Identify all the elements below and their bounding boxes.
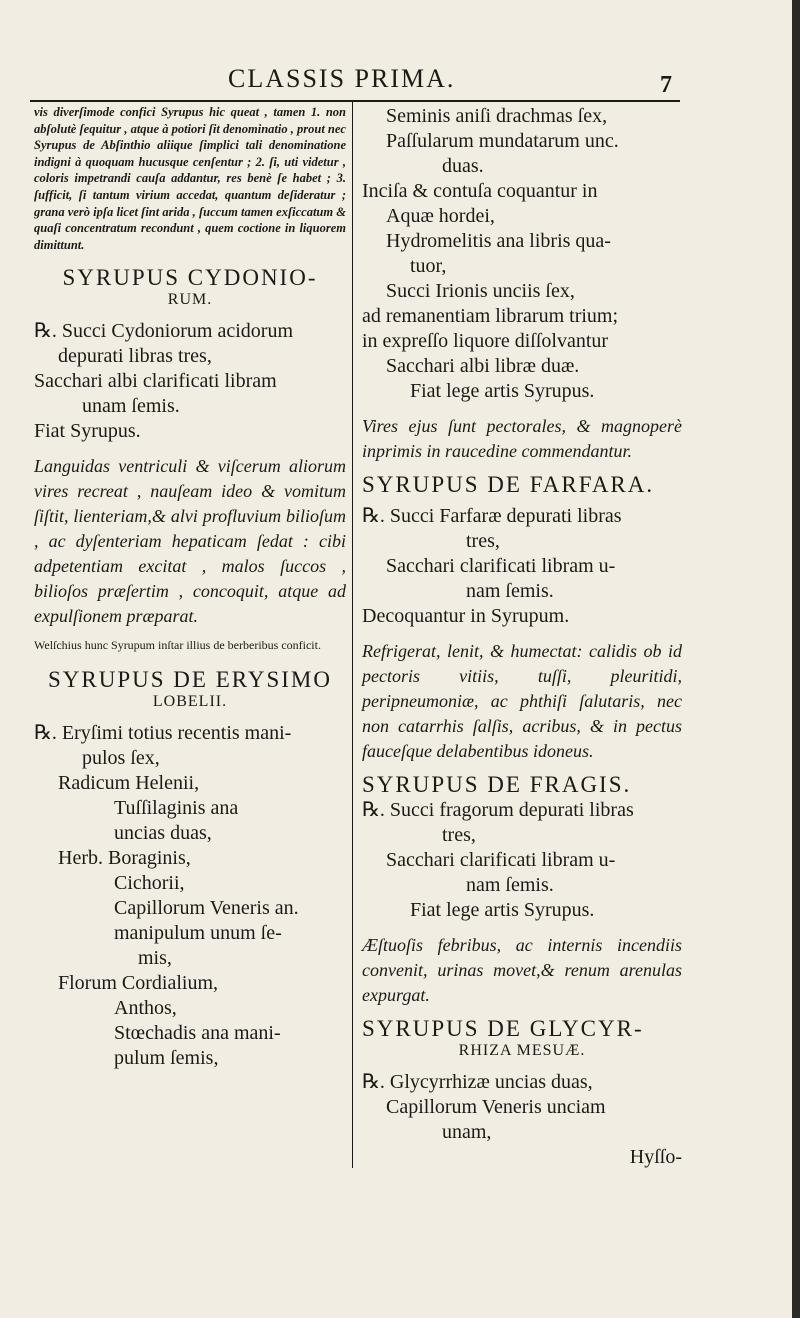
recipe-line: nam ſemis.: [466, 580, 554, 602]
recipe-line: Stœchadis ana mani-: [114, 1022, 281, 1045]
virtues-paragraph: Refrigerat, lenit, & humectat: calidis ob id pectoris vitiis, tuſſi, pleuritidi, peripneumoniæ, ac phthiſi ſalutaris, nec non catarrhis ſalſis, acribus, & in pectus fauceſque delabentibus idoneus.: [362, 641, 682, 761]
recipe-line: Sacchari albi clarificati libram: [34, 370, 277, 393]
header-rule: [30, 100, 680, 102]
recipe-line: depurati libras tres,: [58, 345, 212, 368]
recipe-line: ℞. Succi fragorum depurati libras: [362, 799, 634, 821]
recipe-line: duas.: [442, 155, 484, 177]
recipe-line: pulum ſemis,: [114, 1047, 219, 1070]
running-head: [0, 64, 792, 98]
syrup-cydoniorum-title: SYRUPUS CYDONIO-: [62, 265, 318, 291]
recipe-line: Succi Irionis unciis ſex,: [386, 280, 575, 302]
syrup-farfara-title: SYRUPUS DE FARFARA.: [362, 472, 655, 497]
recipe-line: tres,: [442, 824, 476, 846]
recipe-line: ad remanentiam librarum trium;: [362, 305, 619, 327]
syrup-erysimo-title: SYRUPUS DE ERYSIMO: [48, 667, 332, 693]
recipe-line: ℞. Eryſimi totius recentis mani-: [34, 722, 292, 745]
recipe-line: Tuſſilaginis ana: [114, 797, 239, 820]
recipe-line: Sacchari albi libræ duæ.: [386, 355, 580, 377]
recipe-line: pulos ſex,: [82, 747, 160, 770]
intro-paragraph: vis diverſimode confici Syrupus hic queat , tamen 1. non abſolutè ſequitur , atque à potiori ſit denominatio , prout nec Syrupus de Abſinthio aliique ſimplici tali denominatione indigni à quoquam hucusque cenſentur ; 2. ſi, uti videtur , coloris impetrandi cauſa addantur, res benè ſe habet ; 3. ſufficit, ſi tantum virium accedat, quantum deſideratur ; grana verò ipſa licet ſint arida , ſuccum tamen exſiccatum & quaſi concentratum recondunt , quem coctione in liquorem dimittunt.: [34, 105, 346, 252]
recipe-line: Florum Cordialium,: [58, 972, 218, 995]
virtues-paragraph: Languidas ventriculi & viſcerum aliorum vires recreat , nauſeam ideo & vomitum ſiſtit, lienteriam,& alvi profluvium bilioſum , ac dyſenteriam hepaticam ſedat : cibi adpetentiam excitat , malos ſuccos , bilioſos præſertim , concoquit, atque ad expulſionem præparat.: [34, 456, 346, 627]
recipe-line: tuor,: [410, 255, 447, 277]
recipe-line: nam ſemis.: [466, 874, 554, 896]
recipe-line: ℞. Succi Farfaræ depurati libras: [362, 505, 622, 527]
recipe-line: Sacchari clarificati libram u-: [386, 555, 616, 577]
recipe-line: Anthos,: [114, 997, 177, 1020]
recipe-line: unam ſemis.: [82, 395, 180, 418]
recipe-line: ℞. Glycyrrhizæ uncias duas,: [362, 1071, 593, 1093]
recipe-line: Fiat lege artis Syrupus.: [410, 899, 595, 921]
virtues-paragraph: Æſtuoſis febribus, ac internis incendiis convenit, urinas movet,& renum arenulas expurgat.: [362, 935, 682, 1005]
left-column: [34, 104, 346, 1071]
syrup-cydoniorum-title-cont: RUM.: [167, 291, 213, 309]
recipe-line: Cichorii,: [114, 872, 185, 895]
recipe-line: Hydromelitis ana libris qua-: [386, 230, 611, 252]
syrup-glycyrrhiza-title-cont: RHIZA MESUÆ.: [458, 1042, 586, 1059]
syrup-fragis-title: SYRUPUS DE FRAGIS.: [362, 772, 632, 797]
recipe-line: in expreſſo liquore diſſolvantur: [362, 330, 609, 352]
recipe-line: Capillorum Veneris unciam: [386, 1096, 606, 1118]
syrup-glycyrrhiza-title: SYRUPUS DE GLYCYR-: [362, 1016, 644, 1041]
virtues-paragraph: Vires ejus ſunt pectorales, & magnoperè inprimis in raucedine commendantur.: [362, 416, 682, 461]
recipe-line: Seminis aniſi drachmas ſex,: [386, 105, 608, 127]
recipe-line: unam,: [442, 1121, 492, 1143]
recipe-line: Fiat Syrupus.: [34, 420, 141, 443]
recipe-line: Aquæ hordei,: [386, 205, 495, 227]
page-number: 7: [660, 72, 672, 98]
recipe-line: ℞. Succi Cydoniorum acidorum: [34, 320, 294, 343]
recipe-line: Capillorum Veneris an.: [114, 897, 299, 920]
recipe-line: Inciſa & contuſa coquantur in: [362, 180, 598, 202]
recipe-line: Paſſularum mundatarum unc.: [386, 130, 619, 152]
recipe-line: Fiat lege artis Syrupus.: [410, 380, 595, 402]
running-head-title: CLASSIS PRIMA.: [228, 64, 456, 93]
recipe-line: Radicum Helenii,: [58, 772, 200, 795]
column-divider: [352, 102, 353, 1168]
recipe-line: uncias duas,: [114, 822, 212, 845]
recipe-line: manipulum unum ſe-: [114, 922, 282, 945]
recipe-line: tres,: [466, 530, 500, 552]
recipe-line: Decoquantur in Syrupum.: [362, 605, 570, 627]
recipe-line: mis,: [138, 947, 172, 970]
note-paragraph: Welſchius hunc Syrupum inſtar illius de berberibus conficit.: [34, 638, 321, 653]
right-column: [362, 104, 682, 1170]
recipe-line: Sacchari clarificati libram u-: [386, 849, 616, 871]
recipe-line: Herb. Boraginis,: [58, 847, 191, 870]
syrup-erysimo-title-cont: LOBELII.: [152, 693, 228, 711]
catchword: Hyſſo-: [629, 1146, 682, 1168]
